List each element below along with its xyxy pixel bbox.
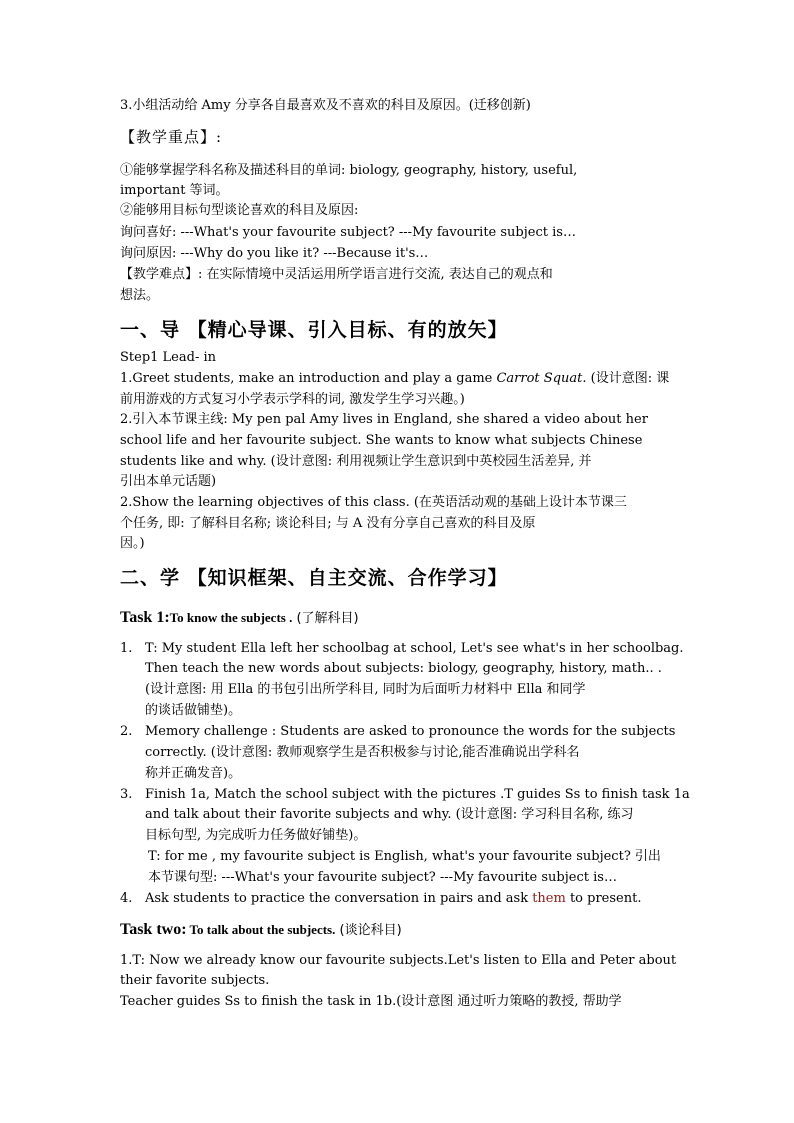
task1-item1-cont1: Then teach the new words about subjects: biology, geography, history, math.. . xyxy=(145,661,662,676)
key-point-1: ①能够掌握学科名称及描述科目的单词: biology, geography, history, useful, xyxy=(120,163,578,178)
task2-title: To talk about the subjects. xyxy=(186,922,336,937)
item-number-3: 3. xyxy=(120,787,133,802)
step1-item1 xyxy=(120,369,676,389)
task2-heading xyxy=(120,919,402,939)
key-point-2: ②能够用目标句型谈论喜欢的科目及原因: xyxy=(120,203,359,218)
step1-item1-note: (设计意图: 课 xyxy=(586,371,670,386)
game-name: Carrot Squat. xyxy=(496,371,587,386)
task1-item1-cont3: 的谈话做铺垫)。 xyxy=(145,703,242,718)
step1-item3-cont2: 因。) xyxy=(120,536,145,551)
step1-item1-text: 1.Greet students, make an introduction and play a game xyxy=(120,371,497,386)
step1-item2-cont1: school life and her favourite subject. She wants to know what subjects Chinese xyxy=(120,433,643,448)
section-heading-lead: 一、导 【精心导课、引入目标、有的放矢】 xyxy=(120,319,508,341)
ask-reason-line: 询问原因: ---Why do you like it? ---Because it's… xyxy=(120,246,429,261)
task2-label: Task two: xyxy=(120,921,187,938)
task1-item2-cont1: correctly. (设计意图: 教师观察学生是否积极参与讨论,能否准确说出学科名 xyxy=(145,745,580,760)
task1-heading xyxy=(120,607,359,627)
task1-item2-cont2: 称并正确发音)。 xyxy=(145,766,242,781)
item-number-1: 1. xyxy=(120,641,133,656)
difficulties-line-cont: 想法。 xyxy=(120,288,160,303)
task1-label: Task 1: xyxy=(120,609,170,626)
task2-guide-line: Teacher guides Ss to finish the task in 1b.(设计意图 通过听力策略的教授, 帮助学 xyxy=(120,994,622,1009)
step1-item2-cont3: 引出本单元话题) xyxy=(120,474,217,489)
step1-title: Step1 Lead- in xyxy=(120,350,217,365)
task1-item3-cont2: 目标句型, 为完成听力任务做好铺垫)。 xyxy=(145,828,367,843)
task1-item1-cont2: (设计意图: 用 Ella 的书包引出所学科目, 同时为后面听力材料中 Ella 和同学 xyxy=(145,682,586,697)
step1-item3-cont1: 个任务, 即: 了解科目名称; 谈论科目; 与 A 没有分享自己喜欢的科目及原 xyxy=(120,516,536,531)
item-number-4: 4. xyxy=(120,891,133,906)
section-heading-learn: 二、学 【知识框架、自主交流、合作学习】 xyxy=(120,567,508,589)
task2-item1: 1.T: Now we already know our favourite subjects.Let's listen to Ella and Peter about xyxy=(120,953,677,968)
step1-item2: 2.引入本节课主线: My pen pal Amy lives in England, she shared a video about her xyxy=(120,412,648,427)
task1-item4-end: to present. xyxy=(565,891,642,906)
task2-item1-cont: their favorite subjects. xyxy=(120,973,270,988)
activity-line: 3.小组活动给 Amy 分享各自最喜欢及不喜欢的科目及原因。(迁移创新) xyxy=(120,98,531,113)
task1-item3-cont1: and talk about their favorite subjects and why. (设计意图: 学习科目名称, 练习 xyxy=(145,807,634,822)
task2-cn: (谈论科目) xyxy=(335,923,402,938)
key-point-1-cont: important 等词。 xyxy=(120,183,229,198)
difficulties-line: 【教学难点】: 在实际情境中灵活运用所学语言进行交流, 表达自己的观点和 xyxy=(120,267,553,282)
task1-item3: Finish 1a, Match the school subject with the pictures .T guides Ss to finish task 1a xyxy=(145,787,690,802)
item-number-2: 2. xyxy=(120,724,133,739)
step1-item3: 2.Show the learning objectives of this class. (在英语活动观的基础上设计本节课三 xyxy=(120,495,627,510)
key-points-heading: 【教学重点】: xyxy=(120,128,223,146)
task1-cn: (了解科目) xyxy=(292,611,359,626)
highlight-word: them xyxy=(532,891,566,906)
task1-item3-cont4: 本节课句型: ---What's your favourite subject? ---My favourite subject is… xyxy=(148,870,617,885)
task1-item2: Memory challenge : Students are asked to pronounce the words for the subjects xyxy=(145,724,676,739)
task1-item3-cont3: T: for me , my favourite subject is English, what's your favourite subject? 引出 xyxy=(148,849,661,864)
task1-item4 xyxy=(145,889,675,909)
task1-item4-text: Ask students to practice the conversation in pairs and ask xyxy=(145,891,533,906)
step1-item2-cont2: students like and why. (设计意图: 利用视频让学生意识到中英校园生活差异, 并 xyxy=(120,454,592,469)
ask-preference-line: 询问喜好: ---What's your favourite subject? ---My favourite subject is… xyxy=(120,225,576,240)
task1-title: To know the subjects . xyxy=(169,610,293,625)
task1-item1: T: My student Ella left her schoolbag at school, Let's see what's in her schoolbag. xyxy=(145,641,684,656)
step1-item1-cont: 前用游戏的方式复习小学表示学科的词, 激发学生学习兴趣。) xyxy=(120,392,465,407)
